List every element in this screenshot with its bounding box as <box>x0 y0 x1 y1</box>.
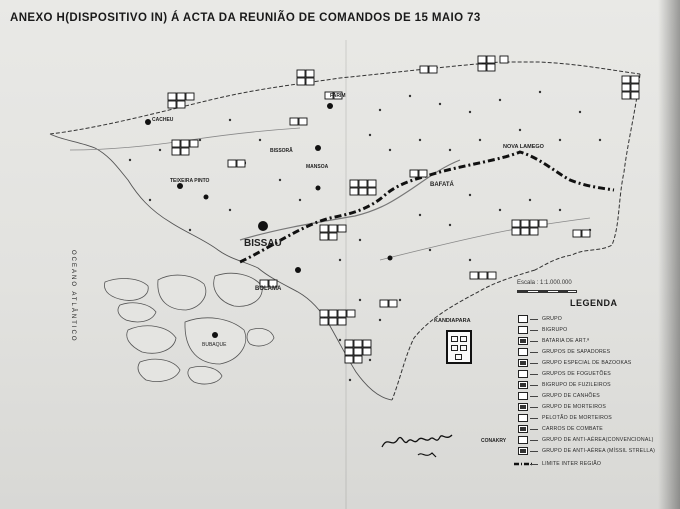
legend-item: BIGRUPO DE FUZILEIROS <box>512 380 662 391</box>
map-title: ANEXO H(DISPOSITIVO IN) Á ACTA DA REUNIÃO DE COMANDOS DE 15 MAIO 73 <box>10 12 481 24</box>
label-mansoa: MANSOA <box>306 164 329 170</box>
legend-symbol <box>518 392 528 400</box>
legend-item: BATARIA DE ART.ª <box>512 336 662 347</box>
label-bissau: BISSAU <box>244 238 282 249</box>
label-cacheu: CACHEU <box>152 117 174 123</box>
label-ocean: OCEANO ATLÂNTICO <box>70 250 76 343</box>
legend-symbol <box>518 315 528 323</box>
legend-item: GRUPO DE ANTI-AÉREA(CONVENCIONAL) <box>512 435 662 446</box>
label-nova-lamego: NOVA LAMEGO <box>503 144 544 150</box>
legend-symbol <box>518 337 528 345</box>
town-bissau <box>258 221 268 231</box>
legend-symbol <box>518 326 528 334</box>
legend-item: GRUPO <box>512 314 662 325</box>
conakry-label: CONAKRY <box>481 438 507 444</box>
legend-symbol <box>518 381 528 389</box>
unit-symbol <box>460 336 467 342</box>
legend-symbol <box>518 348 528 356</box>
inter-region-limit <box>240 152 614 262</box>
label-teixeira-pinto: TEIXEIRA PINTO <box>170 178 210 184</box>
legend <box>512 298 662 498</box>
legend-item: GRUPO ESPECIAL DE BAZOOKAS <box>512 358 662 369</box>
legend-item: LIMITE INTER REGIÃO <box>512 459 662 470</box>
kandiapara-label: KANDIAPARA <box>434 318 471 324</box>
unit-symbol <box>451 336 458 342</box>
legend-symbol <box>518 370 528 378</box>
label-bafata: BAFATÁ <box>430 182 454 188</box>
legend-item: CARROS DE COMBATE <box>512 424 662 435</box>
legend-symbol <box>518 403 528 411</box>
corubal-river <box>380 218 590 260</box>
unit-symbol <box>460 345 467 351</box>
legend-symbol <box>518 436 528 444</box>
label-farim: FARIM <box>330 93 346 99</box>
east-border <box>535 74 640 270</box>
legend-item: GRUPO DE MORTEIROS <box>512 402 662 413</box>
legend-symbol <box>518 425 528 433</box>
label-bubaque: BUBAQUE <box>202 342 227 348</box>
scale-bar <box>517 290 577 293</box>
unit-symbol <box>451 345 458 351</box>
legend-symbol <box>518 359 528 367</box>
legend-item: GRUPO DE ANTI-AÉREA (MÍSSIL STRELLA) <box>512 446 662 457</box>
kandiapara-box <box>446 330 472 364</box>
label-bolama: BOLAMA <box>255 286 282 292</box>
legend-item: GRUPOS DE FOGUETÕES <box>512 369 662 380</box>
unit-symbol <box>455 354 462 360</box>
legend-symbol <box>518 414 528 422</box>
legend-title: LEGENDA <box>570 298 618 308</box>
legend-item: PELOTÃO DE MORTEIROS <box>512 413 662 424</box>
scale-label: Escala : 1:1.000.000 <box>517 280 572 286</box>
label-bissora: BISSORÃ <box>270 148 293 154</box>
legend-item: GRUPO DE CANHÕES <box>512 391 662 402</box>
legend-item: BIGRUPO <box>512 325 662 336</box>
legend-item: GRUPOS DE SAPADORES <box>512 347 662 358</box>
bijagos-islands <box>104 273 274 384</box>
legend-symbol <box>518 447 528 455</box>
signature <box>378 425 468 465</box>
